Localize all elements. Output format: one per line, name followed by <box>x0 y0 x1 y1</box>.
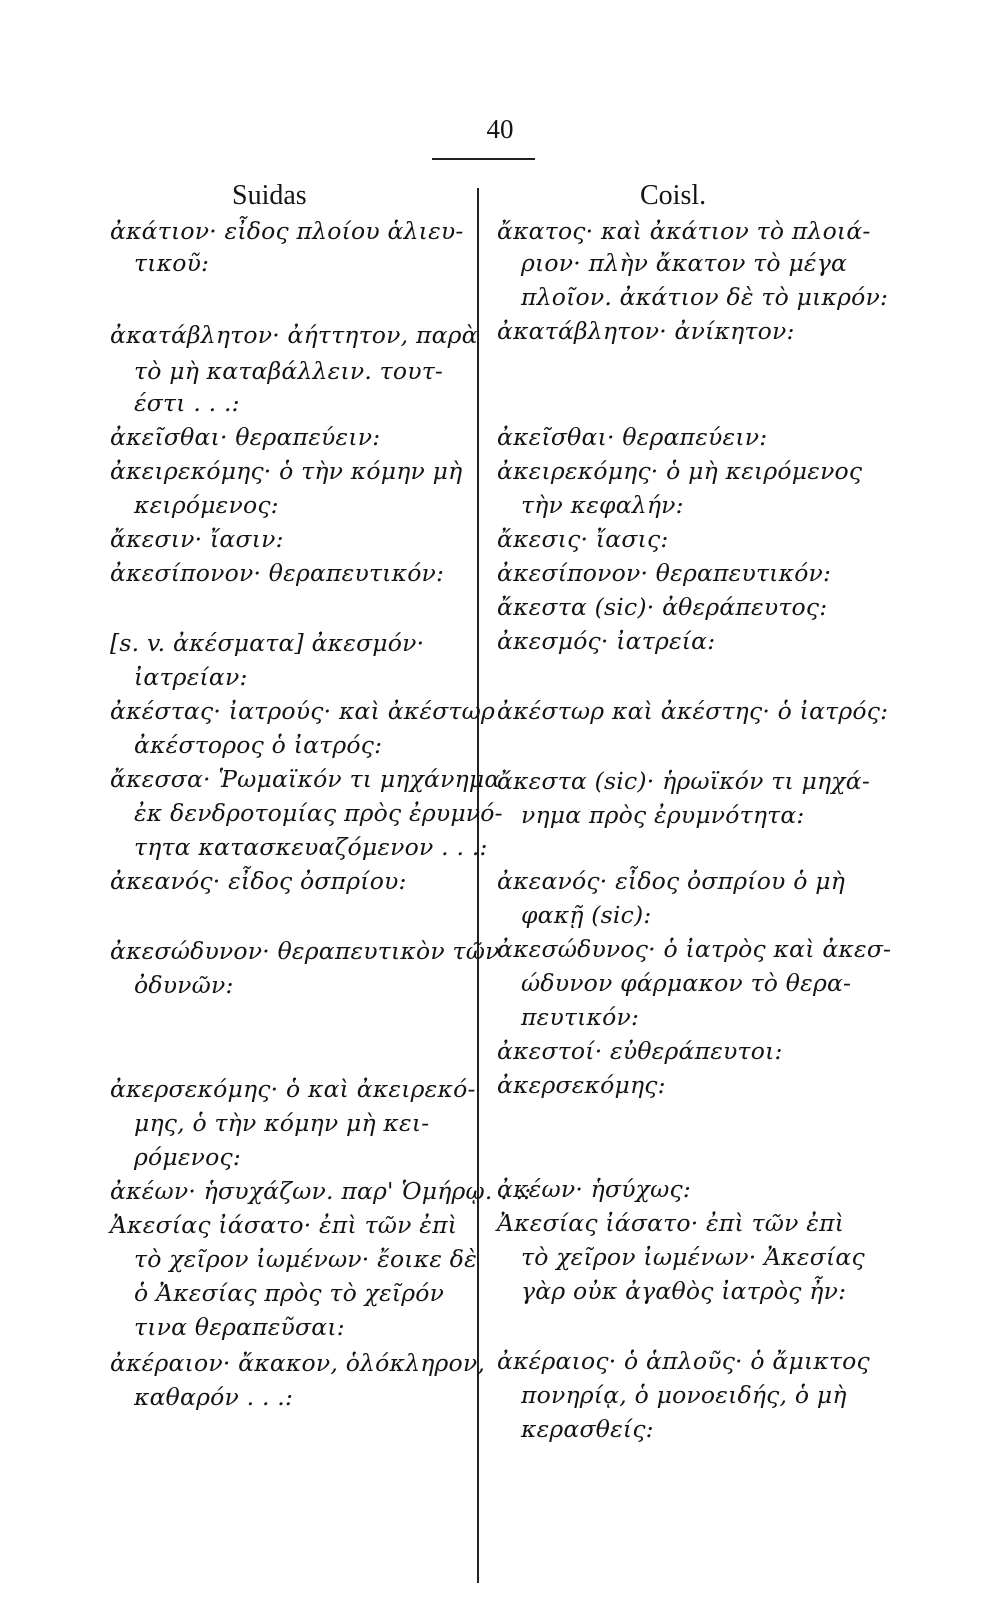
text-line: έστι . . .: <box>134 389 240 417</box>
header-rule <box>432 158 535 160</box>
text-line: τὸ χεῖρον ἰωμένων· Ἀκεσίας <box>521 1243 865 1271</box>
text-line: ἀκεανός· εἶδος ὀσπρίου ὁ μὴ <box>497 867 845 895</box>
text-line: ἀκέστωρ καὶ ἀκέστης· ὁ ἰατρός: <box>497 697 889 725</box>
text-line: ὁ Ἀκεσίας πρὸς τὸ χεῖρόν <box>134 1279 445 1307</box>
text-line: νημα πρὸς ἐρυμνότητα: <box>521 801 805 829</box>
text-line: ἀκέστορος ὁ ἰατρός: <box>134 731 383 759</box>
text-line: ἄκατος· καὶ ἀκάτιον τὸ πλοιά- <box>497 217 871 245</box>
text-line: ἀκέραιος· ὁ ἁπλοῦς· ὁ ἄμικτος <box>497 1347 870 1375</box>
text-line: ἄκεστα (sic)· ἡρωϊκόν τι μηχά- <box>497 767 870 795</box>
text-line: ἄκεσσα· Ῥωμαϊκόν τι μηχάνημα <box>110 765 501 793</box>
text-line: τητα κατασκευαζόμενον . . .: <box>134 833 488 861</box>
text-line: ἀκέων· ἡσύχως: <box>497 1175 691 1203</box>
text-line: Ἀκεσίας ἰάσατο· ἐπὶ τῶν ἐπὶ <box>110 1211 458 1239</box>
text-line: ώδυνον φάρμακον τὸ θερα- <box>521 969 852 997</box>
text-line: ἀκερσεκόμης: <box>497 1071 666 1099</box>
text-line: κειρόμενος: <box>134 491 279 519</box>
text-line: τὴν κεφαλήν: <box>521 491 684 519</box>
text-line: ἀκέων· ἡσυχάζων. παρ' Ὁμήρῳ. . .: <box>110 1177 532 1205</box>
text-line: ἐκ δενδροτομίας πρὸς ἐρυμνό- <box>134 799 503 827</box>
text-line: ἀκεσώδυνον· θεραπευτικὸν τῶν <box>110 937 500 965</box>
text-line: ἀκεσίπονον· θεραπευτικόν: <box>110 559 445 587</box>
text-line: ριον· πλὴν ἄκατον τὸ μέγα <box>521 249 848 277</box>
text-line: ἀκεανός· εἶδος ὀσπρίου: <box>110 867 407 895</box>
text-line: ἀκεσώδυνος· ὁ ἰατρὸς καὶ ἀκεσ- <box>497 935 892 963</box>
text-line: ἄκεσιν· ἴασιν: <box>110 525 284 553</box>
text-line: φακῇ (sic): <box>521 901 652 929</box>
text-line: τινα θεραπεῦσαι: <box>134 1313 345 1341</box>
text-line: κερασθείς: <box>521 1415 654 1443</box>
text-line: τὸ χεῖρον ἰωμένων· ἔοικε δὲ <box>134 1245 477 1273</box>
text-line: ἄκεστα (sic)· ἀθεράπευτος: <box>497 593 828 621</box>
text-line: πονηρίᾳ, ὁ μονοειδής, ὁ μὴ <box>521 1381 847 1409</box>
text-line: ἀκεῖσθαι· θεραπεύειν: <box>110 423 381 451</box>
text-line: μης, ὁ τὴν κόμην μὴ κει- <box>134 1109 430 1137</box>
text-line: τὸ μὴ καταβάλλειν. τουτ- <box>134 357 444 385</box>
text-line: ἀκατάβλητον· ἀνίκητον: <box>497 317 795 345</box>
text-line: ἀκάτιον· εἶδος πλοίου ἁλιευ- <box>110 217 464 245</box>
text-line: ἀκειρεκόμης· ὁ μὴ κειρόμενος <box>497 457 863 485</box>
text-line: ἀκειρεκόμης· ὁ τὴν κόμην μὴ <box>110 457 463 485</box>
text-line: ἀκεῖσθαι· θεραπεύειν: <box>497 423 768 451</box>
text-line: πλοῖον. ἀκάτιον δὲ τὸ μικρόν: <box>521 283 889 311</box>
text-line: ρόμενος: <box>134 1143 241 1171</box>
text-line: ἀκεσίπονον· θεραπευτικόν: <box>497 559 832 587</box>
page-number: 40 <box>486 114 514 144</box>
text-line: πευτικόν: <box>521 1003 640 1031</box>
text-line: τικοῦ: <box>134 249 210 277</box>
text-line: ὀδυνῶν: <box>134 971 234 999</box>
text-line: ἀκεστοί· εὐθεράπευτοι: <box>497 1037 783 1065</box>
text-line: [s. v. ἀκέσματα] ἀκεσμόν· <box>110 629 425 657</box>
text-line: ἀκατάβλητον· ἀήττητον, παρὰ <box>110 321 478 349</box>
text-line: ἀκεσμός· ἰατρεία: <box>497 627 716 655</box>
text-line: ἄκεσις· ἴασις: <box>497 525 669 553</box>
text-line: καθαρόν . . .: <box>134 1383 294 1411</box>
column-header-left: Suidas <box>232 180 307 211</box>
text-line: ἀκερσεκόμης· ὁ καὶ ἀκειρεκό- <box>110 1075 476 1103</box>
text-line: γὰρ οὐκ ἀγαθὸς ἰατρὸς ἦν: <box>521 1277 847 1305</box>
column-header-right: Coisl. <box>640 180 707 211</box>
text-line: ἀκέραιον· ἄκακον, ὁλόκληρον, <box>110 1349 485 1377</box>
text-line: ἀκέστας· ἰατρούς· καὶ ἀκέστωρ <box>110 697 496 725</box>
text-line: ἰατρείαν: <box>134 663 248 691</box>
text-line: Ἀκεσίας ἰάσατο· ἐπὶ τῶν ἐπὶ <box>497 1209 845 1237</box>
